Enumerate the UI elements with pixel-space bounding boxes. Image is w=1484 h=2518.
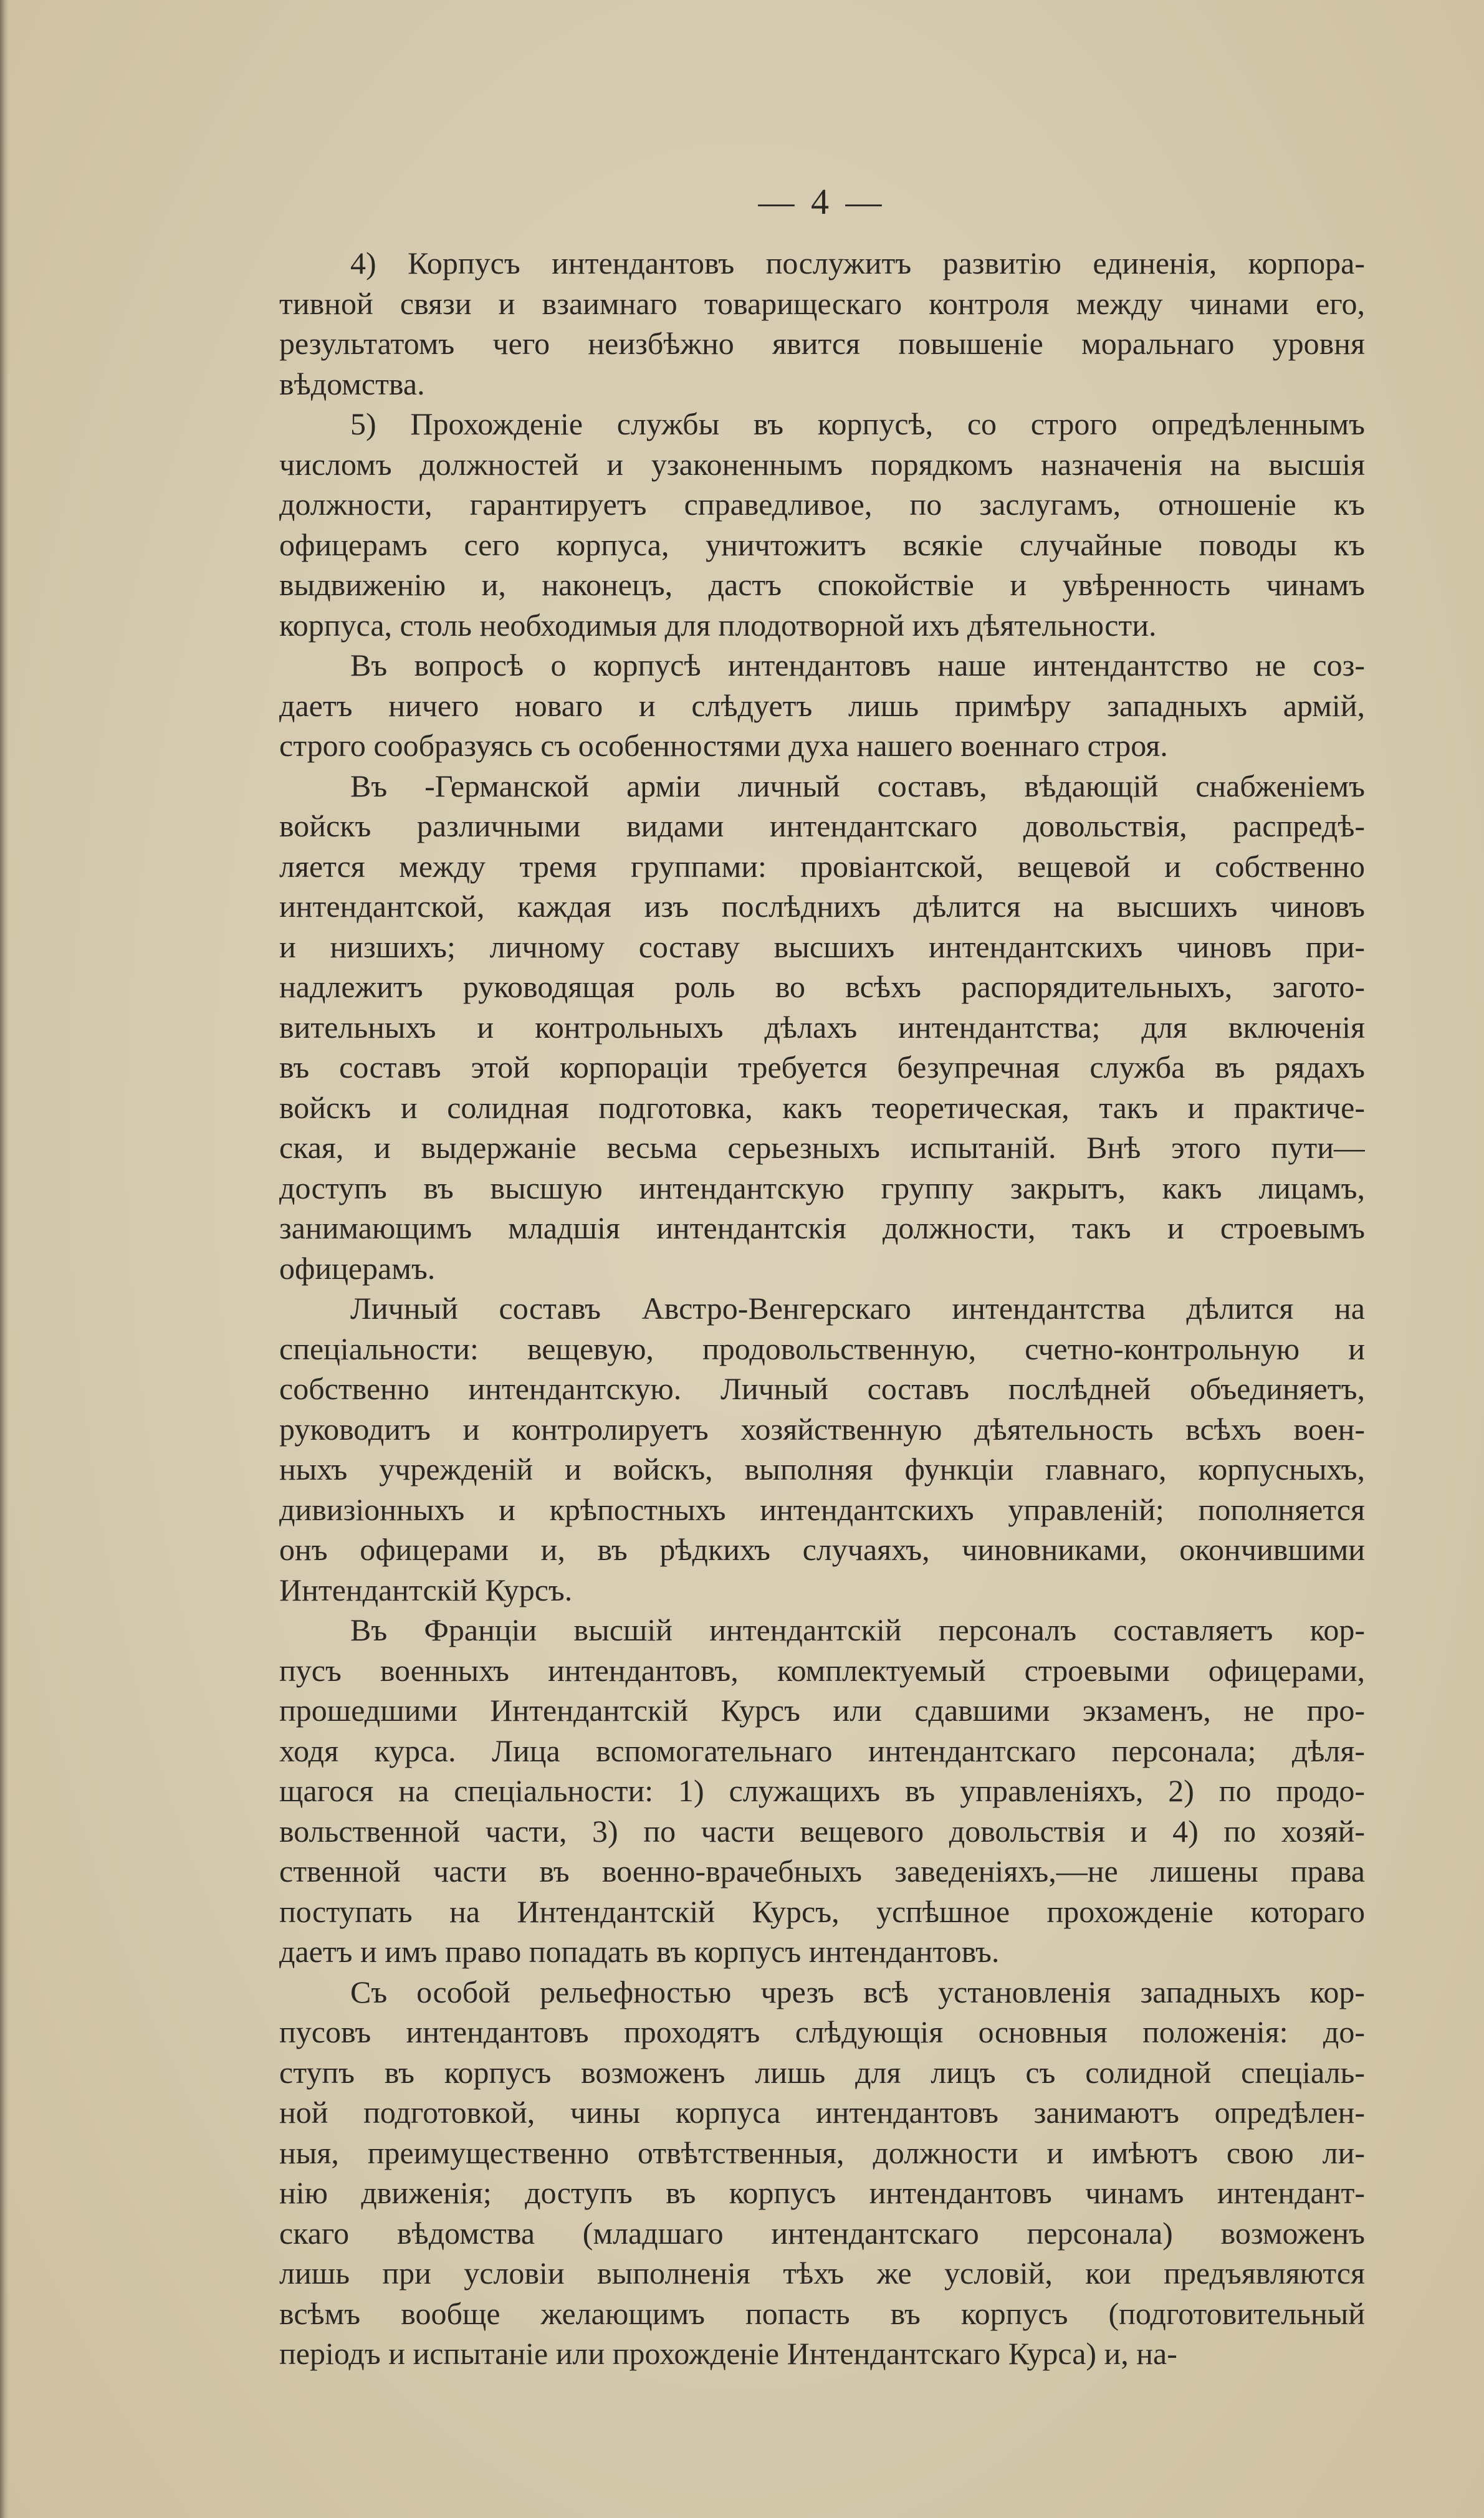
text-line: собственно интендантскую. Личный составъ послѣдней объединяетъ, xyxy=(279,1371,1365,1406)
text-line: 5) Прохожденіе службы въ корпусѣ, со строго опредѣленнымъ xyxy=(350,406,1365,441)
text-line: войскъ различными видами интендантскаго довольствія, распредѣ- xyxy=(279,808,1365,843)
paragraph xyxy=(279,243,1365,404)
text-line: ская, и выдержаніе весьма серьезныхъ испытаній. Внѣ этого пути— xyxy=(279,1130,1365,1165)
text-line: лишь при условіи выполненія тѣхъ же условій, кои предъявляются xyxy=(279,2256,1365,2291)
text-line: ной подготовкой, чины корпуса интендантовъ занимаютъ опредѣлен- xyxy=(279,2095,1365,2130)
text-line: ляется между тремя группами: провіантской, вещевой и собственно xyxy=(279,848,1365,884)
page-left-edge xyxy=(0,0,9,2518)
text-line: вѣдомства. xyxy=(279,366,425,401)
text-line: пусовъ интендантовъ проходятъ слѣдующія основныя положенія: до- xyxy=(279,2014,1365,2049)
text-line: періодъ и испытаніе или прохожденіе Интендантскаго Курса) и, на- xyxy=(279,2336,1177,2371)
text-line: Въ Франціи высшій интендантскій персоналъ составляетъ кор- xyxy=(350,1612,1365,1647)
text-line: надлежитъ руководящая роль во всѣхъ распорядительныхъ, загото- xyxy=(279,969,1365,1004)
text-line: корпуса, столь необходимыя для плодотворной ихъ дѣятельности. xyxy=(279,607,1157,643)
paragraph xyxy=(279,1610,1365,1972)
text-line: Интендантскій Курсъ. xyxy=(279,1572,573,1607)
text-line: ступъ въ корпусъ возможенъ лишь для лицъ съ солидной спеціаль- xyxy=(279,2054,1365,2090)
text-line: поступать на Интендантскій Курсъ, успѣшное прохожденіе котораго xyxy=(279,1893,1365,1929)
paragraph xyxy=(279,404,1365,645)
text-line: результатомъ чего неизбѣжно явится повышеніе моральнаго уровня xyxy=(279,326,1365,361)
paragraph xyxy=(279,766,1365,1289)
text-line: 4) Корпусъ интендантовъ послужитъ развитію единенія, корпора- xyxy=(350,246,1365,280)
text-line: ныхъ учрежденій и войскъ, выполняя функціи главнаго, корпусныхъ, xyxy=(279,1452,1365,1486)
text-line: доступъ въ высшую интендантскую группу закрытъ, какъ лицамъ, xyxy=(279,1170,1365,1205)
text-line: войскъ и солидная подготовка, какъ теоретическая, такъ и практиче- xyxy=(279,1089,1365,1125)
text-line: даетъ ничего новаго и слѣдуетъ лишь примѣру западныхъ армій, xyxy=(279,687,1365,723)
text-line: должности, гарантируетъ справедливое, по заслугамъ, отношеніе къ xyxy=(279,487,1365,522)
text-line: офицерамъ. xyxy=(279,1250,436,1286)
text-line: дивизіонныхъ и крѣпостныхъ интендантскихъ управленій; пополняется xyxy=(279,1491,1365,1527)
text-line: ныя, преимущественно отвѣтственныя, должности и имѣютъ свою ли- xyxy=(279,2135,1365,2170)
text-line: занимающимъ младшія интендантскія должности, такъ и строевымъ xyxy=(279,1210,1365,1245)
text-line: онъ офицерами и, въ рѣдкихъ случаяхъ, чиновниками, окончившими xyxy=(279,1532,1365,1567)
text-line: ходя курса. Лица вспомогательнаго интендантскаго персонала; дѣля- xyxy=(279,1733,1365,1768)
text-line: офицерамъ сего корпуса, уничтожитъ всякіе случайные поводы къ xyxy=(279,527,1365,562)
text-line: скаго вѣдомства (младшаго интендантскаго персонала) возможенъ xyxy=(279,2215,1365,2251)
text-line: интендантской, каждая изъ послѣднихъ дѣлится на высшихъ чиновъ xyxy=(279,889,1365,924)
text-line: числомъ должностей и узаконеннымъ порядкомъ назначенія на высшія xyxy=(279,446,1365,482)
text-line: Съ особой рельефностью чрезъ всѣ установленія западныхъ кор- xyxy=(350,1974,1365,2009)
text-line: тивной связи и взаимнаго товарищескаго контроля между чинами его, xyxy=(279,285,1365,321)
text-line: ственной части въ военно-врачебныхъ заведеніяхъ,—не лишены права xyxy=(279,1854,1365,1888)
text-line: пусъ военныхъ интендантовъ, комплектуемый строевыми офицерами, xyxy=(279,1652,1365,1688)
text-line: выдвиженію и, наконецъ, дастъ спокойствіе и увѣренность чинамъ xyxy=(279,567,1365,602)
page-number: — 4 — xyxy=(758,181,886,222)
text-line: Въ вопросѣ о корпусѣ интендантовъ наше интендантство не соз- xyxy=(350,648,1365,682)
text-line: нію движенія; доступъ въ корпусъ интендантовъ чинамъ интендант- xyxy=(279,2175,1365,2210)
text-line: щагося на спеціальности: 1) служащихъ въ управленіяхъ, 2) по продо- xyxy=(279,1773,1365,1808)
text-line: въ составъ этой корпораціи требуется безупречная служба въ рядахъ xyxy=(279,1050,1365,1084)
paragraph xyxy=(279,1972,1365,2374)
text-line: всѣмъ вообще желающимъ попасть въ корпусъ (подготовительный xyxy=(279,2295,1365,2331)
paragraph xyxy=(279,645,1365,766)
text-line: руководитъ и контролируетъ хозяйственную дѣятельность всѣхъ воен- xyxy=(279,1411,1365,1447)
text-line: вольственной части, 3) по части вещевого довольствія и 4) по хозяй- xyxy=(279,1813,1365,1849)
text-line: прошедшими Интендантскій Курсъ или сдавшими экзаменъ, не про- xyxy=(279,1693,1365,1728)
text-line: строго сообразуясь съ особенностями духа нашего военнаго строя. xyxy=(279,728,1168,763)
text-line: даетъ и имъ право попадать въ корпусъ интендантовъ. xyxy=(279,1934,1000,1969)
paragraph xyxy=(279,1288,1365,1610)
body-text xyxy=(279,243,1365,2374)
text-line: Личный составъ Австро-Венгерскаго интендантства дѣлится на xyxy=(350,1291,1365,1326)
text-line: спеціальности: вещевую, продовольственную, счетно-контрольную и xyxy=(279,1331,1365,1366)
text-line: и низшихъ; личному составу высшихъ интендантскихъ чиновъ при- xyxy=(279,929,1365,964)
text-line: вительныхъ и контрольныхъ дѣлахъ интендантства; для включенія xyxy=(279,1009,1365,1045)
text-line: Въ -Германской арміи личный составъ, вѣдающій снабженіемъ xyxy=(350,768,1365,803)
